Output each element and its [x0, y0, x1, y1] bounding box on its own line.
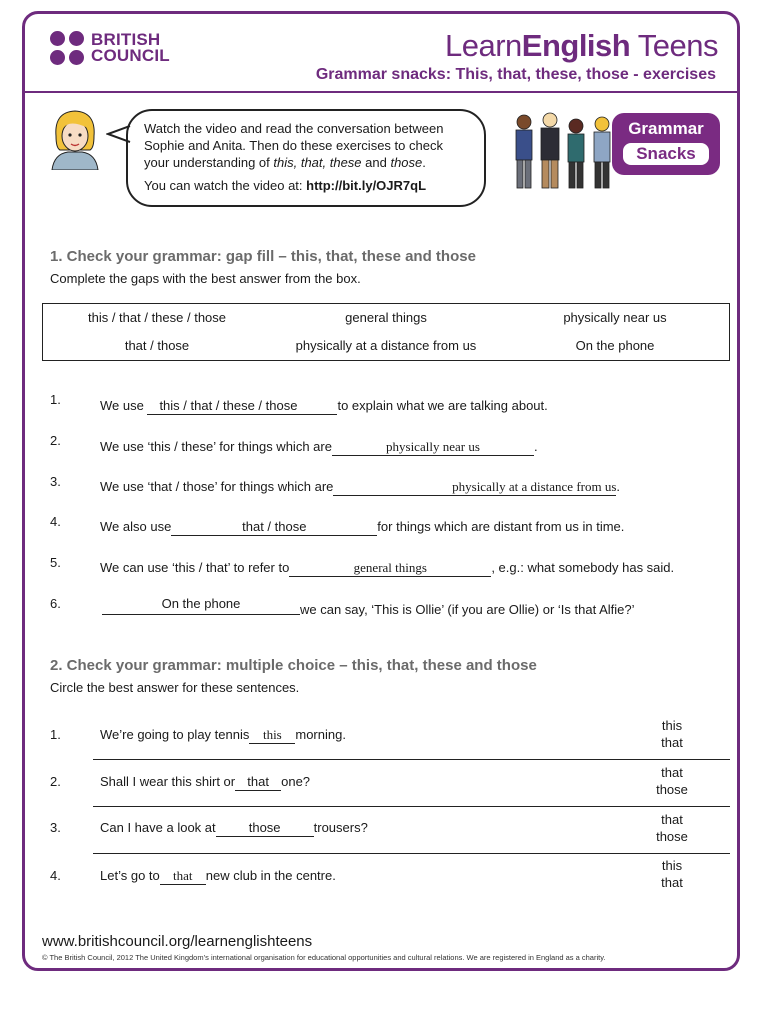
mc-number: 1. — [50, 727, 61, 742]
gap-fill-answer[interactable]: physically near us — [332, 439, 534, 456]
mc-number: 2. — [50, 774, 61, 789]
footer-url[interactable]: www.britishcouncil.org/learnenglishteens — [42, 933, 313, 950]
intro-speech-bubble — [126, 109, 486, 207]
logo-line-1: BRITISH — [91, 30, 161, 49]
mc-item-4: Let’s go to that new club in the centre. — [100, 868, 336, 883]
grammar-snacks-badge — [612, 113, 720, 175]
gap-fill-item-1: We use this / that / these / those to explain what we are talking about. — [100, 398, 548, 413]
header-divider — [22, 91, 740, 93]
mc-answer[interactable]: those — [216, 820, 314, 837]
logo-dots-icon — [50, 31, 84, 65]
gap-fill-item-3: We use ‘that / those’ for things which are physically at a distance from us. — [100, 479, 621, 494]
section-1-title: 1. Check your grammar: gap fill – this, that, these and those — [50, 248, 476, 265]
row-divider — [93, 806, 730, 807]
section-2-title: 2. Check your grammar: multiple choice – this, that, these and those — [50, 657, 537, 674]
word-box — [42, 303, 730, 361]
learnenglish-teens-brand — [445, 28, 718, 64]
section-2-instruction: Circle the best answer for these sentences. — [50, 680, 300, 695]
word-box-item: On the phone — [575, 338, 655, 353]
badge-grammar: Grammar — [628, 119, 704, 138]
gap-fill-answer[interactable]: On the phone — [102, 598, 300, 615]
gap-fill-number: 2. — [50, 433, 61, 448]
gap-fill-answer[interactable]: that / those — [171, 519, 377, 536]
mc-option[interactable]: that — [661, 765, 683, 780]
intro-line-3: your understanding of this, that, these and those. — [144, 155, 426, 170]
brand-learn: Learn — [444, 28, 522, 63]
mc-options — [640, 764, 704, 798]
gap-fill-number: 3. — [50, 474, 61, 489]
grammar-snacks-characters-icon — [508, 108, 620, 194]
mc-item-3: Can I have a look at those trousers? — [100, 820, 368, 835]
mc-option[interactable]: that — [661, 812, 683, 827]
row-divider — [93, 853, 730, 854]
gap-fill-number: 1. — [50, 392, 61, 407]
mc-answer[interactable]: that — [235, 774, 281, 791]
mc-number: 4. — [50, 868, 61, 883]
mc-option[interactable]: that — [661, 875, 683, 890]
word-box-item: physically near us — [563, 310, 667, 325]
british-council-logo — [50, 31, 170, 65]
word-box-item: that / those — [124, 338, 190, 353]
page-title: Grammar snacks: This, that, these, those - exercises — [315, 66, 716, 83]
mc-options — [640, 857, 704, 891]
gap-fill-item-5: We can use ‘this / that’ to refer to general things , e.g.: what somebody has said. — [100, 560, 675, 575]
gap-fill-answer[interactable]: physically at a distance from us — [333, 479, 616, 496]
mc-answer[interactable]: that — [160, 868, 206, 885]
video-link[interactable]: http://bit.ly/OJR7qL — [306, 178, 427, 193]
logo-text — [91, 32, 170, 64]
mc-options — [640, 811, 704, 845]
gap-fill-item-4: We also use that / those for things which are distant from us in time. — [100, 519, 625, 534]
brand-english: English — [521, 28, 631, 63]
mc-number: 3. — [50, 820, 61, 835]
badge-snacks: Snacks — [623, 143, 709, 165]
intro-line-1: Watch the video and read the conversation between — [144, 121, 444, 136]
sophie-avatar-icon — [46, 106, 104, 170]
section-1-instruction: Complete the gaps with the best answer from the box. — [50, 271, 361, 286]
gap-fill-item-2: We use ‘this / these’ for things which are physically near us . — [100, 439, 538, 454]
word-box-item: general things — [345, 310, 427, 325]
gap-fill-number: 5. — [50, 555, 61, 570]
gap-fill-answer[interactable]: general things — [289, 560, 491, 577]
gap-fill-item-6: On the phone we can say, ‘This is Ollie’ (if you are Ollie) or ‘Is that Alfie?’ — [102, 598, 635, 617]
mc-option[interactable]: this — [661, 858, 683, 873]
mc-options — [640, 717, 704, 751]
word-box-item: this / that / these / those — [87, 310, 227, 325]
gap-fill-answer[interactable]: this / that / these / those — [147, 398, 337, 415]
gap-fill-number: 4. — [50, 514, 61, 529]
mc-item-2: Shall I wear this shirt or that one? — [100, 774, 311, 789]
word-box-item: physically at a distance from us — [295, 338, 477, 353]
mc-option[interactable]: that — [661, 735, 683, 750]
logo-line-2: COUNCIL — [91, 46, 170, 65]
intro-line-2: Sophie and Anita. Then do these exercises to check — [144, 138, 443, 153]
mc-option[interactable]: those — [656, 782, 688, 797]
mc-answer[interactable]: this — [249, 727, 295, 744]
mc-option[interactable]: those — [656, 829, 688, 844]
mc-option[interactable]: this — [661, 718, 683, 733]
gap-fill-number: 6. — [50, 596, 61, 611]
footer-copyright: © The British Council, 2012 The United Kingdom’s international organisation for educational opportunities and cultural relations. We are registered in England as a charity. — [42, 953, 606, 962]
mc-item-1: We’re going to play tennis this morning. — [100, 727, 346, 742]
brand-teens: Teens — [630, 28, 718, 63]
watch-video-text: You can watch the video at: http://bit.ly/OJR7qL — [144, 178, 427, 193]
row-divider — [93, 759, 730, 760]
